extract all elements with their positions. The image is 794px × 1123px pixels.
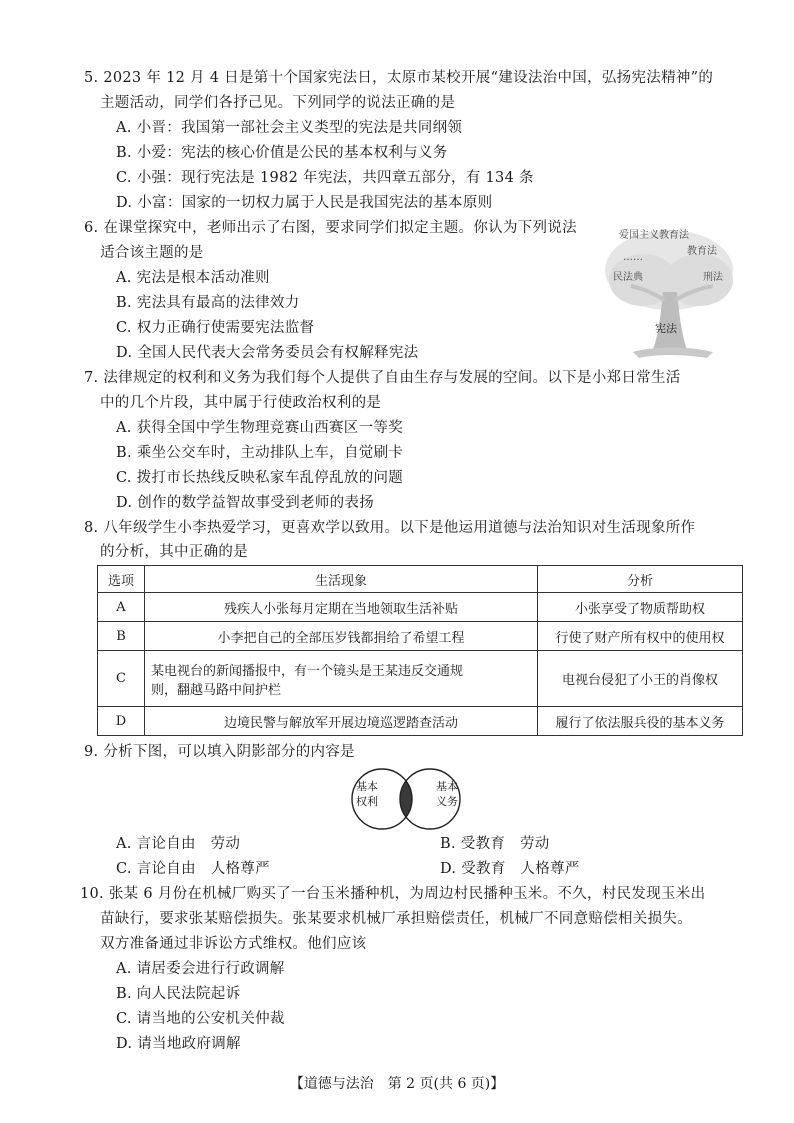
q10-stem-line1: 10. 张某 6 月份在机械厂购买了一台玉米播种机，为周边村民播种玉米。不久，村民发现玉米出 bbox=[80, 886, 706, 902]
tree-label-criminal-law: 刑法 bbox=[703, 272, 723, 283]
table-header-phenomenon: 生活现象 bbox=[145, 566, 538, 593]
q6-option-c: C. 权力正确行使需要宪法监督 bbox=[116, 320, 315, 336]
table-header-row bbox=[98, 566, 743, 593]
q6-option-d: D. 全国人民代表大会常务委员会有权解释宪法 bbox=[116, 345, 419, 361]
row-d-option: D bbox=[98, 707, 145, 736]
row-b-option: B bbox=[98, 622, 145, 651]
q8-stem-line2: 的分析，其中正确的是 bbox=[100, 544, 248, 560]
q9-option-a: A. 言论自由 劳动 bbox=[116, 836, 241, 852]
q8-table bbox=[97, 565, 743, 736]
venn-left-line1: 基本 bbox=[356, 780, 378, 793]
q9-option-c: C. 言论自由 人格尊严 bbox=[116, 861, 270, 877]
venn-diagram bbox=[336, 767, 476, 831]
row-a-phenomenon: 残疾人小张每月定期在当地领取生活补贴 bbox=[145, 593, 538, 622]
q7-stem-line1: 7. 法律规定的权利和义务为我们每个人提供了自由生存与发展的空间。以下是小郑日常生活 bbox=[84, 370, 681, 386]
tree-label-civil-code: 民法典 bbox=[613, 272, 643, 283]
tree-label-ellipsis: …… bbox=[623, 252, 643, 263]
q10-stem-line2: 苗缺行，要求张某赔偿损失。张某要求机械厂承担赔偿责任，机械厂不同意赔偿相关损失。 bbox=[100, 911, 692, 927]
table-row bbox=[98, 622, 743, 651]
row-c-phenomenon bbox=[145, 651, 538, 707]
row-a-analysis: 小张享受了物质帮助权 bbox=[538, 593, 743, 622]
q6-option-b: B. 宪法具有最高的法律效力 bbox=[116, 295, 300, 311]
q6-option-a: A. 宪法是根本活动准则 bbox=[116, 270, 270, 286]
row-a-option: A bbox=[98, 593, 145, 622]
table-header-option: 选项 bbox=[98, 566, 145, 593]
q10-option-c: C. 请当地的公安机关仲裁 bbox=[116, 1011, 285, 1027]
q5-option-d: D. 小富：国家的一切权力属于人民是我国宪法的基本原则 bbox=[116, 195, 493, 211]
q7-option-a: A. 获得全国中学生物理竞赛山西赛区一等奖 bbox=[116, 420, 403, 436]
row-d-phenomenon: 边境民警与解放军开展边境巡逻踏查活动 bbox=[145, 707, 538, 736]
tree-label-education-law: 教育法 bbox=[687, 246, 717, 257]
tree-label-patriotic-education-law: 爱国主义教育法 bbox=[619, 230, 689, 241]
q7-stem-line2: 中的几个片段，其中属于行使政治权利的是 bbox=[100, 395, 382, 411]
q8-stem-line1: 8. 八年级学生小李热爱学习，更喜欢学以致用。以下是他运用道德与法治知识对生活现象所作 bbox=[84, 520, 696, 536]
q7-option-d: D. 创作的数学益智故事受到老师的表扬 bbox=[116, 495, 375, 511]
row-d-analysis: 履行了依法服兵役的基本义务 bbox=[538, 707, 743, 736]
venn-left-line2: 权利 bbox=[356, 795, 378, 808]
q5-stem-line1: 5. 2023 年 12 月 4 日是第十个国家宪法日，太原市某校开展“建设法治中国，弘扬宪法精神”的 bbox=[84, 70, 714, 86]
q9-option-b: B. 受教育 劳动 bbox=[440, 836, 550, 852]
q6-stem-line1: 6. 在课堂探究中，老师出示了右图，要求同学们拟定主题。你认为下列说法 bbox=[84, 220, 577, 236]
q10-option-b: B. 向人民法院起诉 bbox=[116, 986, 241, 1002]
q7-option-c: C. 拨打市长热线反映私家车乱停乱放的问题 bbox=[116, 470, 404, 486]
q10-stem-line3: 双方准备通过非诉讼方式维权。他们应该 bbox=[100, 936, 367, 952]
row-b-phenomenon: 小李把自己的全部压岁钱都捐给了希望工程 bbox=[145, 622, 538, 651]
table-row bbox=[98, 593, 743, 622]
table-row bbox=[98, 707, 743, 736]
q5-option-a: A. 小晋：我国第一部社会主义类型的宪法是共同纲领 bbox=[116, 120, 463, 136]
row-c-option: C bbox=[98, 651, 145, 707]
row-c-analysis: 电视台侵犯了小王的肖像权 bbox=[538, 651, 743, 707]
venn-right-label bbox=[430, 779, 464, 809]
row-c-phenomenon-line1: 某电视台的新闻播报中，有一个镜头是王某违反交通规 bbox=[151, 663, 464, 679]
tree-label-constitution: 宪法 bbox=[655, 322, 677, 335]
tree-icon bbox=[603, 222, 743, 372]
venn-right-line2: 义务 bbox=[436, 795, 458, 808]
q9-option-d: D. 受教育 人格尊严 bbox=[440, 861, 580, 877]
q10-option-a: A. 请居委会进行行政调解 bbox=[116, 961, 285, 977]
table-row bbox=[98, 651, 743, 707]
venn-right-line1: 基本 bbox=[436, 780, 458, 793]
q10-option-d: D. 请当地政府调解 bbox=[116, 1036, 241, 1052]
q7-option-b: B. 乘坐公交车时，主动排队上车，自觉刷卡 bbox=[116, 445, 404, 461]
page-footer: 【道德与法治 第 2 页(共 6 页)】 bbox=[289, 1076, 505, 1092]
q5-option-b: B. 小爱：宪法的核心价值是公民的基本权利与义务 bbox=[116, 145, 448, 161]
q5-option-c: C. 小强：现行宪法是 1982 年宪法，共四章五部分，有 134 条 bbox=[116, 170, 534, 186]
q9-stem: 9. 分析下图，可以填入阴影部分的内容是 bbox=[84, 744, 355, 760]
table-header-analysis: 分析 bbox=[538, 566, 743, 593]
venn-left-label bbox=[350, 779, 384, 809]
row-c-phenomenon-line2: 则，翻越马路中间护栏 bbox=[151, 682, 282, 698]
law-tree-figure bbox=[603, 222, 743, 372]
q6-stem-line2: 适合该主题的是 bbox=[100, 245, 204, 261]
q5-stem-line2: 主题活动，同学们各抒己见。下列同学的说法正确的是 bbox=[100, 95, 456, 111]
row-b-analysis: 行使了财产所有权中的使用权 bbox=[538, 622, 743, 651]
